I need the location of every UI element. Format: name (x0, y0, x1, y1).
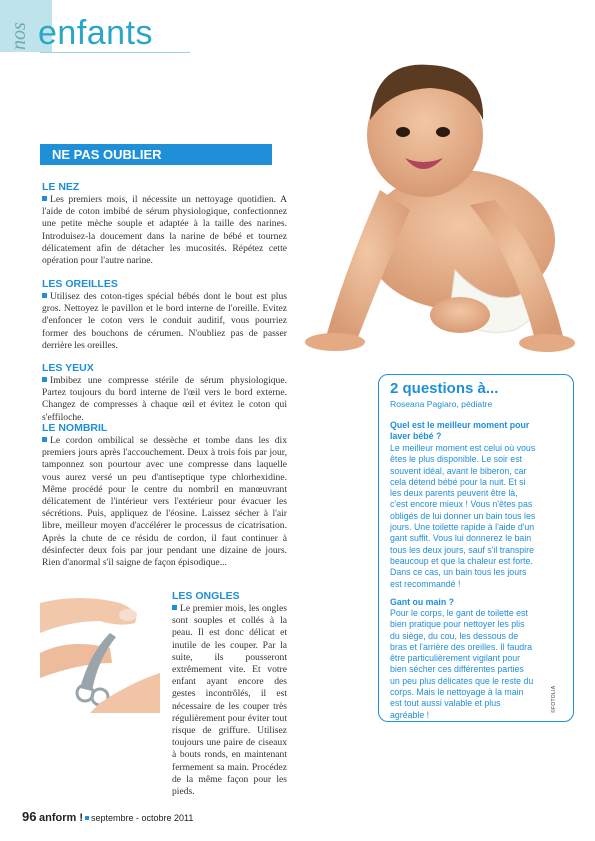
issue-date: septembre - octobre 2011 (90, 813, 194, 823)
bullet-square-icon (42, 293, 47, 298)
questions-title: 2 questions à... (390, 380, 499, 397)
header-nos-label: nos (8, 22, 30, 50)
baby-photo (285, 40, 585, 370)
answer-1: Le meilleur moment est celui où vous êtes le plus disponible. Le soir est souvent idéal, avant le biberon, car cela détend bébé pour la nuit. Et si les deux parents peuvent être là, c'est encore mieux ! Vous n'êtes pas obligés de lui donner un bain tous les jours. Une toilette rapide à l'aide d'un gant suffit. Vous lui donnerez le bain tous les deux jours, sauf s'il transpire beaucoup et que la chaleur est forte. Dans ce cas, un bain tous les jours est recommandé ! (390, 443, 536, 589)
section-text-oreilles (42, 291, 287, 352)
section-text-nez (42, 194, 287, 267)
page-section-title: enfants (38, 14, 154, 52)
section-text-nombril (42, 435, 287, 569)
answer-2: Pour le corps, le gant de toilette est bien pratique pour nettoyer les plis du siège, du cou, les dessous de bras et l'arrière des oreilles. Il faudra être particulièrement vigilant pour bien sécher ces différentes parties un peu plus délicates que le reste du corps. Mais le nettoyage à la main est tout aussi valable et plus agréable ! (390, 608, 534, 720)
bullet-square-icon (42, 196, 47, 201)
question-1: Quel est le meilleur moment pour laver bébé ? (390, 420, 530, 441)
section-body-nombril: Le cordon ombilical se dessèche et tombe dans les dix premiers jours après l'accouchement. Deux à trois fois par jour, tamponnez son pourtour avec une compresse dans laquelle vous aurez versé un peu d'antiseptique type chlorhexidine. Même procédé pour le centre du nombril en manœuvrant délicatement de l'intérieur vers l'extérieur pour évacuer les sécrétions. Puis, appliquez de l'éosine. Laissez sécher à l'air libre, meilleur moyen d'accélérer le processus de cicatrisation. Après la chute de ce résidu de cordon, il faut continuer à désinfecter deux fois par jour pendant une dizaine de jours. Rien d'anormal s'il saigne de façon épisodique... (42, 435, 287, 569)
section-body-ongles: Le premier mois, les ongles sont souples et collés à la peau. Il est donc délicat et inutile de les couper. Par la suite, ils pousseront extrêmement vite. Et votre enfant ayant encore des gestes incontrôlés, il est nécessaire de les couper très régulièrement pour éviter tout risque de griffure. Utilisez toujours une paire de ciseaux à bouts ronds, en maintenant fermement sa main. Procédez de la même façon pour les pieds. (172, 603, 287, 798)
section-title-yeux: LES YEUX (42, 362, 94, 374)
bullet-square-icon (172, 605, 177, 610)
nail-cutting-photo (40, 593, 160, 713)
page-number: 96 (22, 809, 37, 824)
bullet-square-icon (42, 437, 47, 442)
section-banner: NE PAS OUBLIER (40, 144, 272, 165)
page-footer (22, 809, 193, 824)
footer-square-icon (85, 816, 89, 820)
section-body-yeux: Imbibez une compresse stérile de sérum physiologique. Partez toujours du bord interne de l'œil vers le bord externe. Changez de compresses à chaque œil et évitez le coton qui s'effiloche. (42, 375, 287, 423)
section-title-nombril: LE NOMBRIL (42, 422, 108, 434)
section-text-ongles (172, 603, 287, 798)
magazine-name: anform ! (38, 812, 83, 824)
questions-subtitle: Roseana Pagiaro, pédiatre (390, 399, 493, 409)
header-underline (40, 52, 190, 53)
section-body-oreilles: Utilisez des coton-tiges spécial bébés dont le bout est plus gros. Nettoyez le pavillon et le bord interne de l'oreille. Evitez d'enfoncer le coton vers le conduit auditif, vous pourriez former des bouchons de cérumen. N'oubliez pas de passer derrière les oreilles. (42, 291, 287, 351)
bullet-square-icon (42, 377, 47, 382)
section-title-nez: LE NEZ (42, 181, 80, 193)
section-title-ongles: LES ONGLES (172, 590, 240, 602)
photo-credit: ©FOTOLIA (551, 685, 557, 713)
question-2: Gant ou main ? (390, 597, 455, 607)
section-title-oreilles: LES OREILLES (42, 278, 118, 290)
section-text-yeux (42, 375, 287, 424)
section-body-nez: Les premiers mois, il nécessite un nettoyage quotidien. A l'aide de coton imbibé de sérum physiologique, confectionnez une petite mèche souple et adaptée à la taille des narines. Introduisez-la doucement dans la narine de bébé et tournez délicatement afin de détacher les mucosités. Répétez cette opération pour l'autre narine. (42, 194, 287, 267)
